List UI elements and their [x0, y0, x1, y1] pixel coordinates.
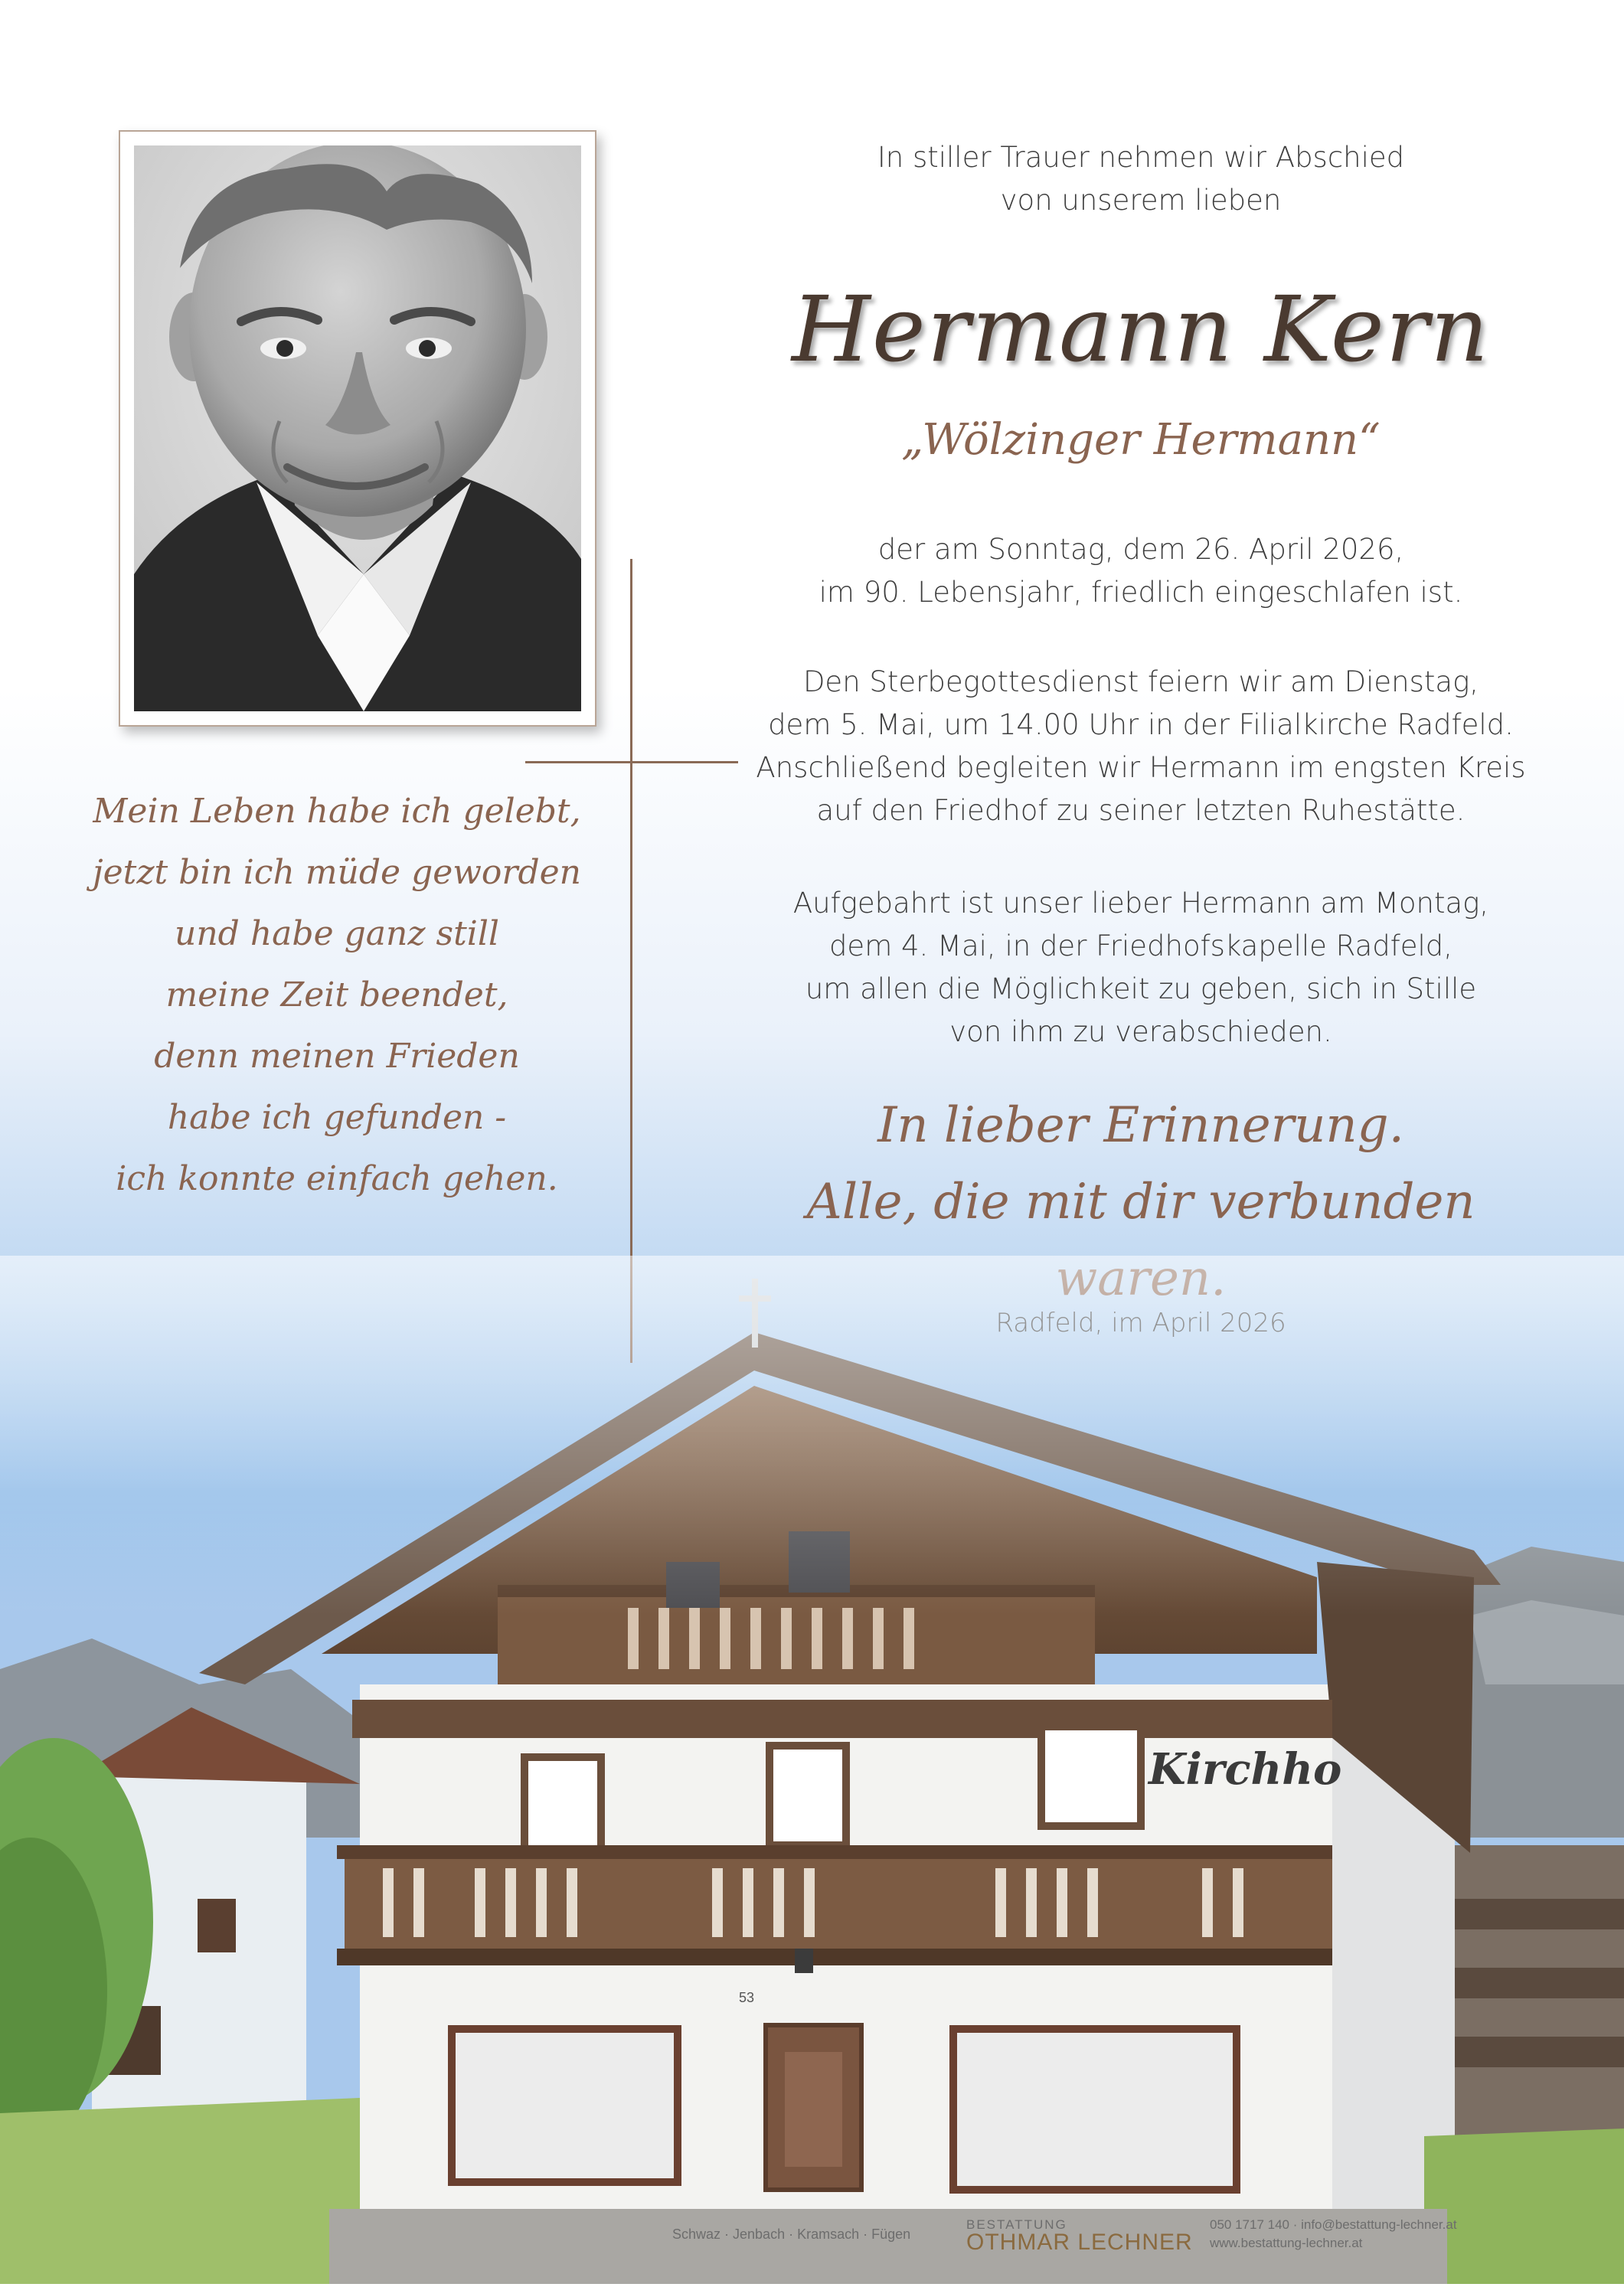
death-notice: der am Sonntag, dem 26. April 2026, im 90. Lebensjahr, friedlich eingeschlafen ist.: [819, 533, 1463, 609]
footer: [0, 2213, 1624, 2284]
intro-text: In stiller Trauer nehmen wir Abschied von unserem lieben: [877, 141, 1405, 217]
poem-line: ich konnte einfach gehen.: [116, 1159, 558, 1198]
poem-line: jetzt bin ich müde geworden: [93, 853, 581, 892]
memory-text: In lieber Erinnerung. Alle, die mit dir verbunden: [806, 1097, 1475, 1230]
service-info: Den Sterbegottesdienst feiern wir am Dienstag, dem 5. Mai, um 14.00 Uhr in der Filialkirche Radfeld. Anschließend begleiten wir Hermann im engsten Kreis auf den Friedhof zu seiner letzten Ruhestätte.: [756, 665, 1526, 827]
cross-horizontal-line: [525, 761, 738, 763]
poem-line: und habe ganz still: [175, 914, 499, 953]
footer-website: www.bestattung-lechner.at: [1210, 2236, 1363, 2250]
deceased-name: Hermann Kern: [791, 276, 1491, 382]
cross-vertical-line: [630, 559, 632, 1363]
portrait-frame: [119, 130, 596, 727]
portrait-photo: [134, 145, 581, 711]
footer-locations: Schwaz · Jenbach · Kramsach · Fügen: [672, 2227, 911, 2242]
footer-phone: 050 1717 140 · info@bestattung-lechner.at: [1210, 2217, 1457, 2232]
footer-company-name: OTHMAR LECHNER: [966, 2230, 1193, 2255]
poem-line: Mein Leben habe ich gelebt,: [93, 792, 581, 831]
viewing-info: Aufgebahrt ist unser lieber Hermann am Montag, dem 4. Mai, in der Friedhofskapelle Radfeld, um allen die Möglichkeit zu geben, sich in Stille von ihm zu verabschieden.: [792, 887, 1489, 1048]
nickname: „Wölzinger Hermann“: [901, 415, 1381, 465]
poem-line: meine Zeit beendet,: [165, 975, 508, 1014]
poem-line: habe ich gefunden -: [167, 1098, 507, 1137]
poem-line: denn meinen Frieden: [154, 1037, 520, 1076]
poem: [61, 781, 613, 1210]
house-image: [0, 1256, 1624, 2284]
footer-company-top: BESTATTUNG: [966, 2217, 1067, 2232]
